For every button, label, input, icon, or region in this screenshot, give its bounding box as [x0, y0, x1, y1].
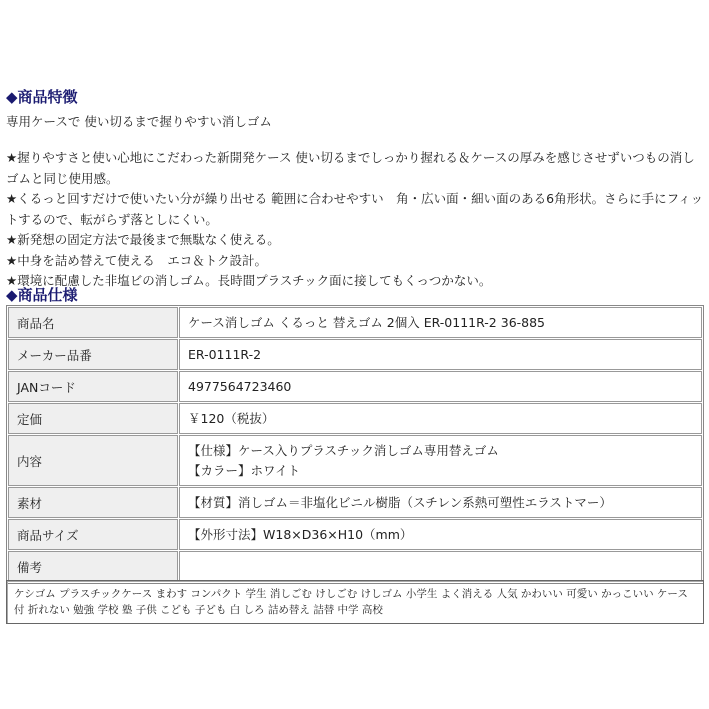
row-value: 【外形寸法】W18×D36×H10（mm） — [179, 519, 702, 550]
table-row — [8, 371, 702, 402]
row-label: 素材 — [8, 487, 178, 518]
table-row — [8, 307, 702, 338]
row-value: ￥120（税抜） — [179, 403, 702, 434]
feature-point: ★新発想の固定方法で最後まで無駄なく使える。 — [6, 232, 280, 247]
row-value: 4977564723460 — [179, 371, 702, 402]
row-label: 商品サイズ — [8, 519, 178, 550]
row-value: ER-0111R-2 — [179, 339, 702, 370]
row-value — [179, 551, 702, 582]
feature-point: ★環境に配慮した非塩ビの消しゴム。長時間プラスチック面に接してもくっつかない。 — [6, 273, 492, 288]
feature-list — [6, 148, 706, 292]
feature-point: ★握りやすさと使い心地にこだわった新開発ケース 使い切るまでしっかり握れる＆ケースの厚みを感じさせずいつもの消しゴムと同じ使用感。 — [6, 150, 695, 186]
row-value: 【材質】消しゴム＝非塩化ビニル樹脂（スチレン系熱可塑性エラストマー） — [179, 487, 702, 518]
row-label: 商品名 — [8, 307, 178, 338]
feature-point: ★中身を詰め替えて使える エコ＆トク設計。 — [6, 252, 267, 268]
contents-spec: 【仕様】ケース入りプラスチック消しゴム専用替えゴム — [188, 442, 499, 458]
spec-table — [6, 305, 704, 584]
row-label: 定価 — [8, 403, 178, 434]
row-label: JANコード — [8, 371, 178, 402]
table-row — [8, 435, 702, 486]
table-row — [8, 551, 702, 582]
feature-point: ★くるっと回すだけで使いたい分が繰り出せる 範囲に合わせやすい 角・広い面・細い面のある6角形状。さらに手にフィットするので、転がらず落としにくい。 — [6, 191, 704, 227]
row-label: メーカー品番 — [8, 339, 178, 370]
table-row — [8, 487, 702, 518]
keywords-box: ケシゴム プラスチックケース まわす コンパクト 学生 消しごむ けしごむ けしゴム 小学生 よく消える 人気 かわいい 可愛い かっこいい ケース付 折れない 勉強 学校 塾 子供 こども 子ども 白 しろ 詰め替え 詰替 中学 高校 — [6, 580, 704, 624]
row-label: 備考 — [8, 551, 178, 582]
contents-color: 【カラー】ホワイト — [188, 462, 301, 478]
table-row — [8, 519, 702, 550]
row-value: ケース消しゴム くるっと 替えゴム 2個入 ER-0111R-2 36-885 — [179, 307, 702, 338]
table-row — [8, 403, 702, 434]
row-label: 内容 — [8, 435, 178, 486]
table-row — [8, 339, 702, 370]
features-heading: ◆商品特徴 — [6, 88, 78, 106]
row-value — [179, 435, 702, 486]
tagline: 専用ケースで 使い切るまで握りやすい消しゴム — [6, 114, 272, 129]
specs-heading: ◆商品仕様 — [6, 286, 78, 304]
